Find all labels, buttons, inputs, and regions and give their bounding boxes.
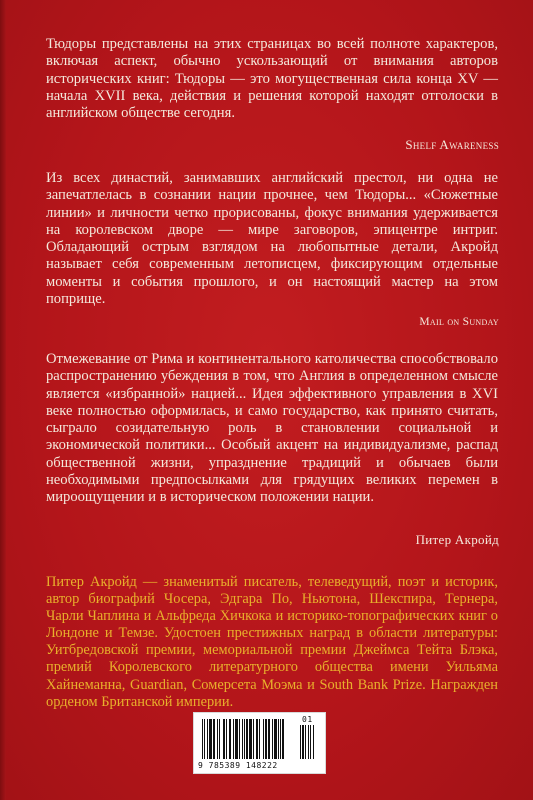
barcode-addon-bar: [300, 725, 301, 759]
barcode-addon-bar: [308, 725, 309, 759]
author-bio: Питер Акройд — знаменитый писатель, телеведущий, поэт и историк, автор биографий Чосера, Эдгара По, Ньютона, Шекспира, Тернера, Чарли Чаплина и Альфреда Хичкока и историко-топографических книг о Лондоне и Темзе. Удостоен престижных наград в области литературы: Уитбредовской премии, мемориальной премии Джеймса Тейта Блэка, премий Королевского литературного общества имени Уильяма Хайнеманна, Guardian, Сомерсета Моэма и South Bank Prize. Награжден орденом Британской империи.: [46, 574, 498, 710]
barcode-bar: [202, 719, 203, 759]
spine-edge: [0, 0, 6, 800]
quote-1-source: Shelf Awareness: [405, 137, 499, 152]
barcode-bar: [246, 719, 248, 759]
barcode-bar: [256, 719, 258, 759]
barcode-bar: [235, 719, 238, 759]
barcode-bar: [253, 719, 254, 759]
quote-1: Тюдоры представлены на этих страницах во всей полноте характеров, включая аспект, обычно ускользающий от внимания авторов исторических книг: Тюдоры — это могущественная сила конца XV — начала XVII века, действия и решения которой находят отголоски в английском обществе сегодня.: [46, 36, 498, 122]
barcode-bar: [274, 719, 277, 759]
barcode-addon-number: 01: [302, 715, 313, 724]
barcode-addon-bar: [310, 725, 311, 759]
barcode-bar: [209, 719, 212, 759]
barcode-bar: [244, 719, 245, 759]
barcode-bar: [213, 719, 215, 759]
barcode-bar: [272, 719, 273, 759]
barcode-bar: [278, 719, 279, 759]
barcode-number: 9 785389 148222: [198, 761, 278, 770]
quote-2-source: Mail on Sunday: [419, 316, 499, 328]
barcode-bar: [229, 719, 231, 759]
barcode-bar: [268, 719, 270, 759]
barcode-bar: [242, 719, 243, 759]
barcode-bar: [217, 719, 218, 759]
barcode-bar: [226, 719, 227, 759]
barcode-bar: [282, 719, 284, 759]
barcode-bar: [263, 719, 264, 759]
quote-2: Из всех династий, занимавших английский престол, ни одна не запечатлелась в сознании нации прочнее, чем Тюдоры... «Сюжетные линии» и личности четко прорисованы, фокус внимания удерживается на королевском дворе — мире заговоров, эпицентре интриг. Обладающий острым взглядом на любопытные детали, Акройд называет себя современным летописцем, фиксирующим отдельные моменты и события прошлого, и он настоящий мастер на этом поприще.: [46, 170, 498, 308]
barcode-addon-bar: [302, 725, 304, 759]
barcode-bar: [223, 719, 225, 759]
quote-3: Отмежевание от Рима и континентального католичества способствовало распространению убеждения в том, что Англия в определенном смысле является «избранной» нацией... Идея эффективного управления в XVI веке полностью оформилась, и само государство, как принято считать, сыграло созидательную роль в становлении социальной и экономической политики... Особый акцент на индивидуализме, распад общественной жизни, упразднение традиций и обычаев были необходимыми предпосылками для грядущих великих перемен в мироощущении и в историческом положении нации.: [46, 351, 498, 506]
barcode-bar: [204, 719, 205, 759]
barcode-addon-bar: [305, 725, 306, 759]
barcode-addon-bar: [313, 725, 314, 759]
barcode-bar: [259, 719, 260, 759]
barcode-bar: [249, 719, 252, 759]
barcode-bar: [280, 719, 281, 759]
barcode-bar: [239, 719, 240, 759]
barcode-bar: [233, 719, 234, 759]
barcode-bar: [265, 719, 267, 759]
barcode: [193, 712, 326, 774]
barcode-bar: [207, 719, 208, 759]
barcode-bar: [219, 719, 220, 759]
quote-3-source: Питер Акройд: [415, 532, 499, 547]
